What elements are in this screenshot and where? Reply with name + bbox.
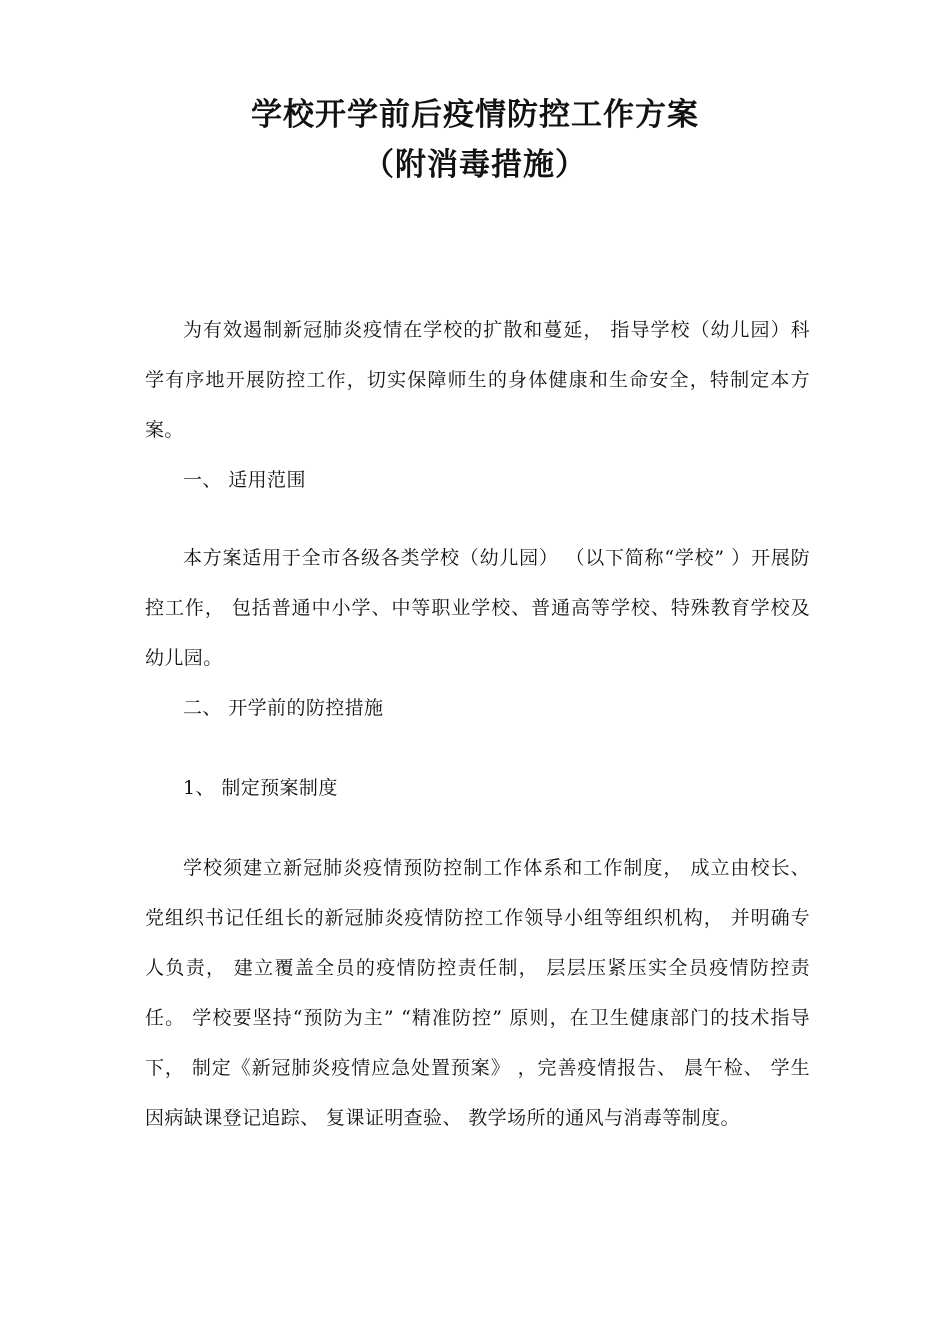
document-subtitle: （附消毒措施） [363,147,587,183]
spacer [145,505,810,533]
section-heading-scope: 一、 适用范围 [183,469,306,491]
document-body [145,305,810,1143]
scope-paragraph: 本方案适用于全市各级各类学校（幼儿园） （以下简称“学校” ）开展防控工作， 包括普通中小学、中等职业学校、普通高等学校、特殊教育学校及幼儿园。 [145,547,810,669]
spacer [145,813,810,843]
document-title: 学校开学前后疫情防控工作方案 [251,97,699,133]
spacer [145,733,810,763]
subsection-heading-plan: 1、 制定预案制度 [183,777,338,799]
section-heading-measures: 二、 开学前的防控措施 [183,697,384,719]
intro-paragraph: 为有效遏制新冠肺炎疫情在学校的扩散和蔓延， 指导学校（幼儿园）科学有序地开展防控工作，切实保障师生的身体健康和生命安全，特制定本方案。 [145,319,810,441]
plan-paragraph: 学校须建立新冠肺炎疫情预防控制工作体系和工作制度， 成立由校长、 党组织书记任组长的新冠肺炎疫情防控工作领导小组等组织机构， 并明确专人负责， 建立覆盖全员的疫情防控责任制， 层层压紧压实全员疫情防控责任。 学校要坚持“预防为主” “精准防控” 原则，在卫生健康部门的技术指导下， 制定《新冠肺炎疫情应急处置预案》 ，完善疫情报告、 晨午检、 学生因病缺课登记追踪、 复课证明查验、 教学场所的通风与消毒等制度。 [145,857,810,1129]
